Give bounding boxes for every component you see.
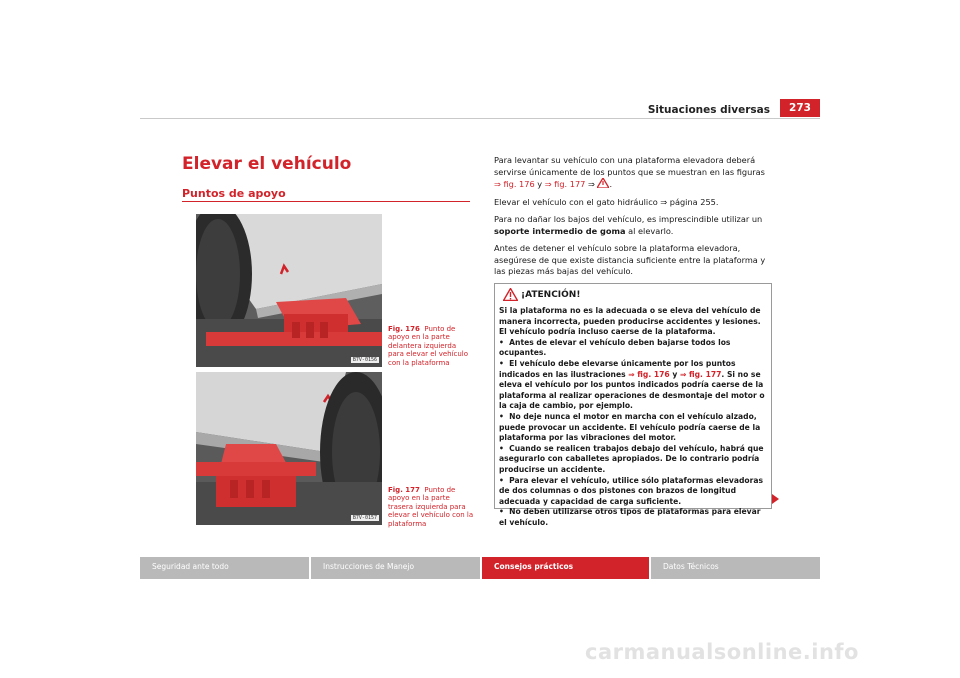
fig-176-link[interactable]: ⇒ fig. 176 bbox=[494, 179, 535, 189]
text-run: y bbox=[669, 369, 680, 379]
paragraph bbox=[494, 214, 774, 237]
warning-box bbox=[494, 283, 772, 527]
figure-177-image bbox=[196, 372, 382, 525]
figure-code: B7V-0157 bbox=[352, 515, 377, 521]
caption-label: Fig. 177 bbox=[388, 486, 420, 494]
warning-bullet: • El vehículo debe elevarse únicamente por los puntos indicados en las ilustraciones ⇒ fig. 176 y ⇒ fig. 177. Si no se eleva el vehículo por los puntos indicados podría caerse de la plataforma al realizar operaciones de desmontaje del motor o la caja de cambio, por ejemplo. bbox=[499, 358, 765, 411]
warning-triangle-icon bbox=[597, 178, 609, 188]
paragraph: Antes de detener el vehículo sobre la plataforma elevadora, asegúrese de que existe distancia suficiente entre la plataforma y las piezas más bajas del vehículo. bbox=[494, 243, 766, 276]
tab-seguridad[interactable]: Seguridad ante todo bbox=[140, 557, 309, 579]
header-divider bbox=[140, 118, 820, 119]
tab-instrucciones[interactable]: Instrucciones de Manejo bbox=[311, 557, 480, 579]
watermark: carmanualsonline.info bbox=[585, 640, 859, 664]
subheading-divider bbox=[182, 201, 470, 202]
warning-triangle-icon bbox=[503, 288, 518, 301]
caption-text: Punto de apoyo en la parte trasera izquierda para elevar el vehículo con la plataforma bbox=[388, 486, 474, 528]
warning-body bbox=[499, 306, 767, 528]
figure-176-image bbox=[196, 214, 382, 367]
warning-bullet: • No deje nunca el motor en marcha con el vehículo alzado, puede provocar un accidente. El vehículo podría caerse de la plataforma por las vibraciones del motor. bbox=[499, 411, 761, 443]
text-run: Para no dañar los bajos del vehículo, es imprescindible utilizar un bbox=[494, 214, 763, 224]
tab-datos[interactable]: Datos Técnicos bbox=[651, 557, 820, 579]
figure-176-caption bbox=[388, 325, 474, 367]
text-run: al elevarlo. bbox=[625, 225, 674, 236]
fig-177-link[interactable]: ⇒ fig. 177 bbox=[679, 369, 722, 379]
tab-consejos[interactable]: Consejos prácticos bbox=[482, 557, 649, 579]
body-text bbox=[494, 155, 774, 284]
text-run: Para elevar el vehículo, utilice sólo plataformas elevadoras de dos columnas o dos pistones con brazos de longitud adecuada y capacidad de carga suficiente. bbox=[499, 475, 764, 506]
text-run: y bbox=[534, 179, 545, 189]
text-run: No deben utilizarse otros tipos de plataformas para elevar el vehículo. bbox=[499, 507, 761, 527]
text-run: Cuando se realicen trabajos debajo del vehículo, habrá que asegurarlo con caballetes apropiados. De lo contrario podría producirse un accidente. bbox=[499, 443, 764, 474]
paragraph: Elevar el vehículo con el gato hidráulico ⇒ página 255. bbox=[494, 196, 719, 207]
paragraph: Para levantar su vehículo con una plataforma elevadora deberá servirse únicamente de los puntos que se muestran en las figuras ⇒ fig. 176 y ⇒ fig. 177 ⇒ . bbox=[494, 155, 765, 189]
fig-177-link[interactable]: ⇒ fig. 177 bbox=[544, 179, 586, 189]
text-run: . Si no se eleva el vehículo por los puntos indicados podría caerse de la plataforma al realizar operaciones de desmontaje del motor o la caja de cambio, por ejemplo. bbox=[499, 369, 765, 411]
caption-text: Punto de apoyo en la parte delantera izquierda para elevar el vehículo con la plataforma bbox=[388, 325, 469, 367]
text-run: No deje nunca el motor en marcha con el vehículo alzado, puede provocar un accidente. El vehículo podría caerse de la plataforma por las vibraciones del motor. bbox=[499, 411, 761, 443]
warning-intro: Si la plataforma no es la adecuada o se eleva del vehículo de manera incorrecta, pueden producirse accidentes y lesiones. El vehículo podría incluso caerse de la plataforma. bbox=[499, 306, 761, 337]
text-run: Para levantar su vehículo con una plataforma elevadora deberá servirse únicamente de los puntos que se muestran en las figuras bbox=[494, 155, 765, 177]
caption-label: Fig. 176 bbox=[388, 325, 420, 333]
warning-bullet: • Cuando se realicen trabajos debajo del vehículo, habrá que asegurarlo con caballetes apropiados. De lo contrario podría producirse un accidente. bbox=[499, 443, 764, 474]
warning-bullet: • Antes de elevar el vehículo deben bajarse todos los ocupantes. bbox=[499, 337, 731, 358]
text-run: El vehículo debe elevarse únicamente por los puntos indicados en las ilustraciones bbox=[499, 358, 736, 379]
section-title: Situaciones diversas bbox=[647, 104, 770, 116]
warning-title: ¡ATENCIÓN! bbox=[521, 290, 581, 300]
continue-arrow-icon bbox=[772, 494, 779, 504]
text-run: ⇒ bbox=[585, 179, 598, 189]
page-number: 273 bbox=[780, 99, 820, 117]
warning-bullet: • No deben utilizarse otros tipos de plataformas para elevar el vehículo. bbox=[499, 507, 761, 527]
rear-lift-point-illustration bbox=[196, 372, 382, 525]
warning-bullet: • Para elevar el vehículo, utilice sólo plataformas elevadoras de dos columnas o dos pistones con brazos de longitud adecuada y capacidad de carga suficiente. bbox=[499, 475, 764, 506]
subheading: Puntos de apoyo bbox=[182, 187, 286, 200]
figure-code: B7V-0156 bbox=[352, 357, 377, 363]
figure-177-caption bbox=[388, 486, 474, 528]
text-run: Antes de elevar el vehículo deben bajarse todos los ocupantes. bbox=[499, 337, 731, 358]
front-lift-point-illustration bbox=[196, 214, 382, 367]
page-heading: Elevar el vehículo bbox=[182, 154, 352, 174]
fig-176-link[interactable]: ⇒ fig. 176 bbox=[628, 369, 670, 379]
emphasis: soporte intermedio de goma bbox=[494, 225, 626, 236]
